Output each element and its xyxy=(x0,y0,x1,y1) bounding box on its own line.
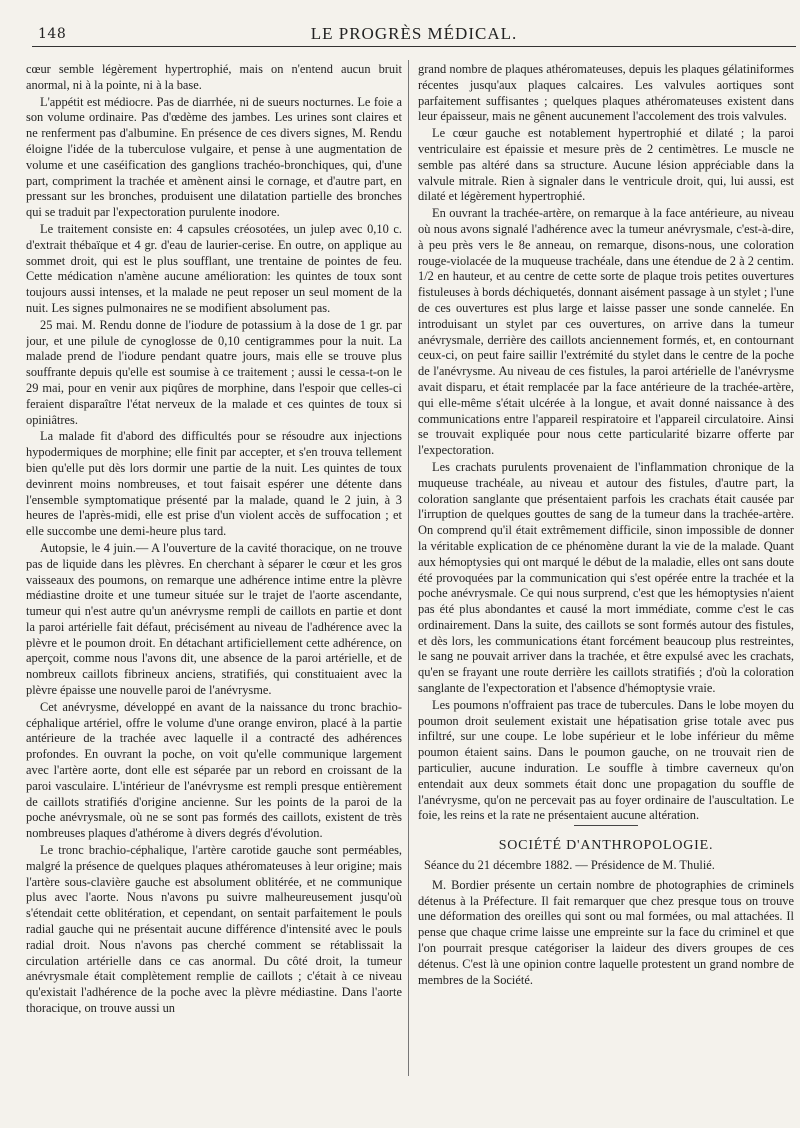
page-header xyxy=(32,20,796,47)
seance-line: Séance du 21 décembre 1882. — Présidence de M. Thulié. xyxy=(424,858,715,873)
left-column-paragraph: Le tronc brachio-céphalique, l'artère carotide gauche sont perméables, malgré la présence de quelques plaques athéromateuses à leur origine; mais l'artère sous-clavière gauche est absolument oblitérée, et ne communique plus avec l'aorte. Nous n'avons pu suivre malheureusement jusqu'où s'étendait cette oblitération, et cependant, on sentait parfaitement le pouls radial gauche qui ne présentait aucune différence d'intensité avec le pouls radial droit. Nous n'avons pas cherché comment se rétablissait la circulation artérielle dans ce cas anormal. Du côté droit, la tumeur anévrysmale était complètement remplie de caillots ; c'était à ce niveau qu'existait l'adhérence de la poche avec la plèvre médiastine. Dans l'aorte thoracique, on trouve aussi un xyxy=(26,843,402,1016)
section-rule xyxy=(574,825,638,826)
left-column-paragraph: Cet anévrysme, développé en avant de la naissance du tronc brachio-céphalique artériel, offre le volume d'une orange environ, placé à la partie antérieure de la trachée avec laquelle il a contracté des adhérences profondes. En ouvrant la poche, on voit qu'elle communique largement avec l'artère aorte, dont elle est séparée par un rebord en croissant de la paroi vasculaire. L'intérieur de l'anévrysme est rempli presque entièrement de caillots stratifiés d'origine ancienne. Sur les points de la paroi de la poche anévrysmale, où ne se sont pas formés des caillots, existent de très nombreuses plaques d'athérome à divers degrés d'évolution. xyxy=(26,699,402,841)
right-column-paragraph: Les poumons n'offraient pas trace de tubercules. Dans le lobe moyen du poumon droit seulement existait une hépatisation grise totale avec pus infiltré, sur une coupe. Le lobe supérieur et le lobe inférieur du même poumon étaient sains. Dans le poumon gauche, on ne trouvait rien de particulier, aucune induration. Le souffle à timbre caverneux qu'on entendait aux deux sommets était donc une propagation du souffle de l'anévrysme, qu'on ne percevait pas au foyer ordinaire de l'auscultation. Le foie, les reins et la rate ne présentaient aucune altération. xyxy=(418,697,794,823)
left-column-paragraph: 25 mai. M. Rendu donne de l'iodure de potassium à la dose de 1 gr. par jour, et une pilule de cynoglosse de 0,10 centigrammes pour la nuit. La malade prend de l'iodure pendant quatre jours, mais elle se trouve plus souffrante depuis qu'elle est soumise à ce traitement ; aussi le cessa-t-on le 29 mai, pour en venir aux piqûres de morphine, dans l'espoir que celles-ci feraient disparaître l'état nerveux de la malade et ces quintes de toux si opiniâtres. xyxy=(26,317,402,427)
column-divider xyxy=(408,60,409,1076)
journal-title: LE PROGRÈS MÉDICAL. xyxy=(310,24,518,43)
right-column-paragraphs xyxy=(418,62,794,824)
left-column-paragraph: cœur semble légèrement hypertrophié, mais on n'entend aucun bruit anormal, ni à la pointe, ni à la base. xyxy=(26,62,402,92)
right-column-paragraph: Le cœur gauche est notablement hypertrophié et dilaté ; la paroi ventriculaire est épaissie et mesure près de 2 centimètres. Le muscle ne semble pas altéré dans sa structure. Aucune lésion appréciable dans la valvule mitrale. Rien à signaler dans le ventricule droit, qui, lui aussi, est dilaté et légèrement hypertrophié. xyxy=(418,126,794,204)
right-column-paragraph: Les crachats purulents provenaient de l'inflammation chronique de la muqueuse trachéale, au niveau et autour des fistules, d'autre part, la coloration sanglante que présentaient parfois les crachats était causée par l'irruption de quelques gouttes de sang de la tumeur dans la trachée-artère. On comprend qu'il était extrêmement difficile, sinon impossible de donner la véritable explication de ce phénomène durant la vie de la malade. Quant aux hémoptysies qui ont marqué le début de la maladie, elles ont sans doute été provoquées par la communication qui s'est opérée entre la trachée et la poche anévrysmale. Ce qui nous surprend, c'est que les hémoptysies n'aient pas été plus abondantes et causé la mort immédiate, comme c'est le cas ordinairement. Dans la suite, des caillots se sont formés autour des fistules, et dès lors, les communications étant forcément beaucoup plus restreintes, le sang ne pouvait arriver dans la trachée, et être expulsé avec les crachats, qu'en se frayant une route derrière les caillots stratifiés ; d'où la coloration sanglante de l'expectoration et l'absence d'hémoptysie vraie. xyxy=(418,459,794,696)
right-column xyxy=(418,62,794,1112)
left-column xyxy=(26,62,402,1112)
left-column-paragraph: Autopsie, le 4 juin.— A l'ouverture de la cavité thoracique, on ne trouve pas de liquide dans les plèvres. En cherchant à séparer le cœur et les gros vaisseaux des poumons, on remarque une adhérence intime entre la plèvre médiastine droite et une tumeur située sur le trajet de l'aorte ascendante, tumeur qui n'est autre qu'un anévrysme rempli de caillots en partie et dont la paroi artérielle fait défaut, précisément au niveau de l'adhérence avec la plèvre et le poumon droit. En détachant artificiellement cette adhérence, on aperçoit, comme nous l'avons dit, une absence de la paroi artérielle, et de nombreux caillots fibrineux anciens, stratifiés, qui constituaient avec la plèvre épaisse une nouvelle paroi de l'anévrysme. xyxy=(26,540,402,698)
section-title: SOCIÉTÉ D'ANTHROPOLOGIE. xyxy=(498,838,714,854)
page-number: 148 xyxy=(38,26,67,42)
right-column-paragraph: En ouvrant la trachée-artère, on remarque à la face antérieure, au niveau où nous avons signalé l'adhérence avec la tumeur anévrysmale, c'est-à-dire, à peu près vers le 8e anneau, on remarque, disons-nous, une coloration rouge-violacée de la muqueuse trachéale, dans une étendue de 2 à 2 centim. 1/2 en hauteur, et au centre de cette sorte de plaque trois petites ouvertures fistuleuses à bords déchiquetés, donnant aisément passage à un stylet ; l'une de ces ouvertures est plus large et laisse passer une sonde cannelée. En introduisant un stylet par ces ouvertures, on arrive dans la tumeur anévrysmale, derrière des caillots anciennement formés, et, en contournant ceux-ci, on peut faire saillir l'extrémité du stylet dans le centre de la poche de l'anévrysme. Au niveau de ces fistules, la paroi artérielle de l'anévrysme avait disparu, et était remplacée par la face antérieure de la trachée-artère, qui elle-même s'était ulcérée à la longue, et avait donné naissance à des communications entre l'appareil respiratoire et l'appareil circulatoire. Ainsi se trouvait expliquée pour nous cette particularité bizarre offerte par l'expectoration. xyxy=(418,206,794,458)
left-column-paragraph: L'appétit est médiocre. Pas de diarrhée, ni de sueurs nocturnes. Le foie a son volume ordinaire. Pas d'œdème des jambes. Les urines sont claires et ne renferment pas d'albumine. En présence de ces divers signes, M. Rendu éloigne l'idée de la tuberculose vulgaire, et pense à une augmentation de volume et une caséification des ganglions trachéo-bronchiques, qui, d'une part, compriment la trachée et amènent ainsi le cornage, et d'autre part, en pressant sur les bronches, produisent une dilatation partielle des bronches qui se traduit par l'expectoration purulente inodore. xyxy=(26,94,402,220)
left-column-paragraph: La malade fit d'abord des difficultés pour se résoudre aux injections hypodermiques de morphine; elle finit par accepter, et s'en trouva tellement bien qu'elle put dès lors dormir une partie de la nuit. Les quintes de toux devinrent moins nombreuses, et tout faisait espérer une détente dans l'ensemble symptomatique présenté par la malade, quand le 2 juin, à 3 heures de l'après-midi, elle est prise d'un violent accès de suffocation ; et elle succombe une demi-heure plus tard. xyxy=(26,429,402,539)
section-paragraph: M. Bordier présente un certain nombre de photographies de criminels détenus à la Préfecture. Il fait remarquer que chez presque tous on trouve une déformation des oreilles qui sont ou mal formées, ou mal attachées. Il pense que chaque crime laisse une empreinte sur la face du criminel et que l'on pourrait presque catégoriser la laideur des divers groupes de ces détenus. C'est là une opinion contre laquelle protestent un grand nombre de membres de la Société. xyxy=(418,877,794,987)
right-column-paragraph: grand nombre de plaques athéromateuses, depuis les plaques gélatiniformes récentes jusqu'aux plaques calcaires. Les valvules aortiques sont parfaitement suffisantes ; quelques plaques athéromateuses existent dans leur épaisseur, mais ne gênent aucunement l'accolement des trois valvules. xyxy=(418,62,794,124)
left-column-paragraph: Le traitement consiste en: 4 capsules créosotées, un julep avec 0,10 c. d'extrait thébaïque et 4 gr. d'eau de laurier-cerise. En outre, on applique au sommet droit, qui est le plus soufflant, une trentaine de pointes de feu. Cette médication n'amène aucune amélioration: les quintes de toux sont toujours aussi intenses, et la malade ne peut reposer un seul moment de la nuit. Les signes pulmonaires ne se modifient absolument pas. xyxy=(26,221,402,315)
